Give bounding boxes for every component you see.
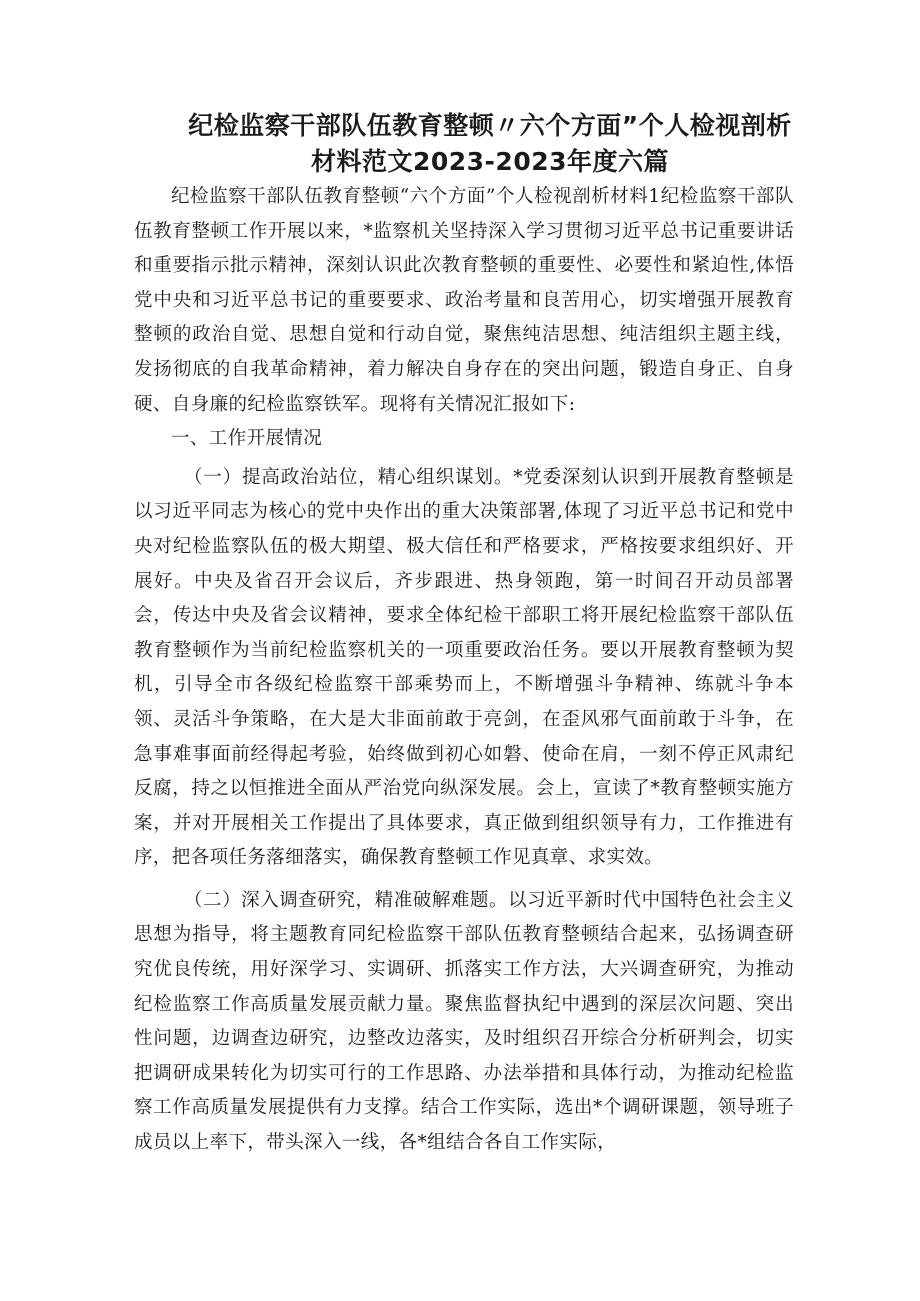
paragraph-intro: 纪检监察干部队伍教育整顿“六个方面”个人检视剖析材料1纪检监察干部队伍教育整顿工作开展以来，*监察机关坚持深入学习贯彻习近平总书记重要讲话和重要指示批示精神，深刻认识此次教育整顿的重要性、必要性和紧迫性,体悟党中央和习近平总书记的重要要求、政治考量和良苦用心，切实增强开展教育整顿的政治自觉、思想自觉和行动自觉，聚焦纯洁思想、纯洁组织主题主线，发扬彻底的自我革命精神，着力解决自身存在的突出问题，锻造自身正、自身硬、自身廉的纪检监察铁军。现将有关情况汇报如下: bbox=[134, 186, 794, 415]
title-line-1: 纪检监察干部队伍教育整顿〃六个方面”个人检视剖析 bbox=[188, 111, 792, 140]
document-body bbox=[134, 180, 794, 1161]
paragraph-section-2: （二）深入调查研究，精准破解难题。以习近平新时代中国特色社会主义思想为指导，将主题教育同纪检监察干部队伍教育整顿结合起来，弘扬调查研究优良传统，用好深学习、实调研、抓落实工作方法，大兴调查研究，为推动纪检监察工作高质量发展贡献力量。聚焦监督执纪中遇到的深层次问题、突出性问题，边调查边研究，边整改边落实，及时组织召开综合分析研判会，切实把调研成果转化为切实可行的工作思路、办法举措和具体行动，为推动纪检监察工作高质量发展提供有力支撑。结合工作实际，选出*个调研课题，领导班子成员以上率下，带头深入一线，各*组结合各自工作实际， bbox=[134, 889, 794, 1154]
section-heading: 一、工作开展情况 bbox=[171, 428, 323, 450]
title-line-2: 材料范文2023-2023年度六篇 bbox=[310, 147, 670, 176]
page-title bbox=[180, 108, 800, 180]
paragraph-section-1: （一）提高政治站位，精心组织谋划。*党委深刻认识到开展教育整顿是以习近平同志为核心的党中央作出的重大决策部署,体现了习近平总书记和党中央对纪检监察队伍的极大期望、极大信任和严格要求，严格按要求组织好、开展好。中央及省召开会议后，齐步跟进、热身领跑，第一时间召开动员部署会，传达中央及省会议精神，要求全体纪检干部职工将开展纪检监察干部队伍教育整顿作为当前纪检监察机关的一项重要政治任务。要以开展教育整顿为契机，引导全市各级纪检监察干部乘势而上，不断增强斗争精神、练就斗争本领、灵活斗争策略，在大是大非面前敢于亮剑，在歪风邪气面前敢于斗争，在急事难事面前经得起考验，始终做到初心如磐、使命在肩，一刻不停正风肃纪反腐，持之以恒推进全面从严治党向纵深发展。会上，宣读了*教育整顿实施方案，并对开展相关工作提出了具体要求，真正做到组织领导有力，工作推进有序，把各项任务落细落实，确保教育整顿工作见真章、求实效。 bbox=[134, 466, 794, 869]
